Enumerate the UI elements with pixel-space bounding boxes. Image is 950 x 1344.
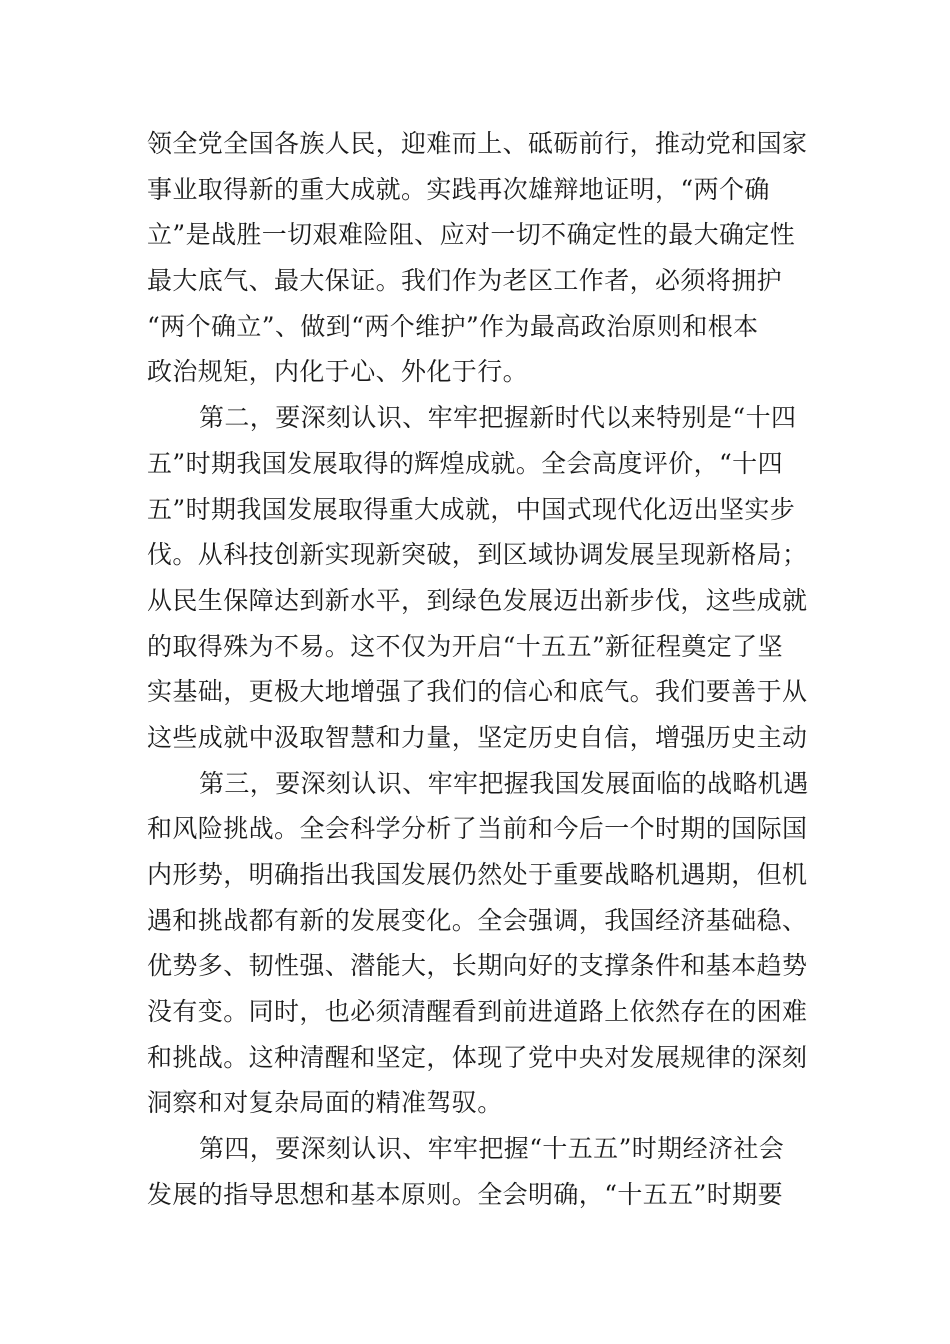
text-line: 洞察和对复杂局面的精准驾驭。	[147, 1088, 503, 1118]
text-line: 和风险挑战。全会科学分析了当前和今后一个时期的国际国	[147, 814, 808, 844]
paragraph-start-line: 第四，要深刻认识、牢牢把握“十五五”时期经济社会	[199, 1134, 785, 1164]
text-line: 和挑战。这种清醒和坚定，体现了党中央对发展规律的深刻	[147, 1042, 808, 1072]
text-line: 伐。从科技创新实现新突破，到区域协调发展呈现新格局；	[147, 540, 808, 570]
text-line: 遇和挑战都有新的发展变化。全会强调，我国经济基础稳、	[147, 905, 808, 935]
text-line: 实基础，更极大地增强了我们的信心和底气。我们要善于从	[147, 677, 808, 707]
body-text	[147, 121, 807, 1218]
text-line: “两个确立”、做到“两个维护”作为最高政治原则和根本	[147, 311, 759, 341]
paragraph-start-line: 第二，要深刻认识、牢牢把握新时代以来特别是“十四	[199, 403, 797, 433]
text-line: 从民生保障达到新水平，到绿色发展迈出新步伐，这些成就	[147, 585, 808, 615]
paragraph-start-line: 第三，要深刻认识、牢牢把握我国发展面临的战略机遇	[199, 768, 809, 798]
text-line: 领全党全国各族人民，迎难而上、砥砺前行，推动党和国家	[147, 129, 808, 158]
text-line: 的取得殊为不易。这不仅为开启“十五五”新征程奠定了坚	[147, 631, 783, 661]
text-line: 发展的指导思想和基本原则。全会明确，“十五五”时期要	[147, 1179, 783, 1209]
text-line: 内形势，明确指出我国发展仍然处于重要战略机遇期，但机	[147, 860, 808, 889]
text-line: 五”时期我国发展取得的辉煌成就。全会高度评价，“十四	[147, 448, 783, 478]
text-line: 立”是战胜一切艰难险阻、应对一切不确定性的最大确定性	[147, 220, 796, 250]
text-line: 事业取得新的重大成就。实践再次雄辩地证明，“两个确	[147, 174, 770, 204]
text-line: 这些成就中汲取智慧和力量，坚定历史自信，增强历史主动	[147, 722, 808, 752]
text-line: 没有变。同时，也必须清醒看到前进道路上依然存在的困难	[147, 997, 808, 1027]
text-line: 最大底气、最大保证。我们作为老区工作者，必须将拥护	[147, 266, 783, 296]
text-line: 优势多、韧性强、潜能大，长期向好的支撑条件和基本趋势	[147, 951, 808, 981]
text-line: 政治规矩，内化于心、外化于行。	[147, 357, 529, 387]
text-line: 五”时期我国发展取得重大成就，中国式现代化迈出坚实步	[147, 494, 796, 524]
